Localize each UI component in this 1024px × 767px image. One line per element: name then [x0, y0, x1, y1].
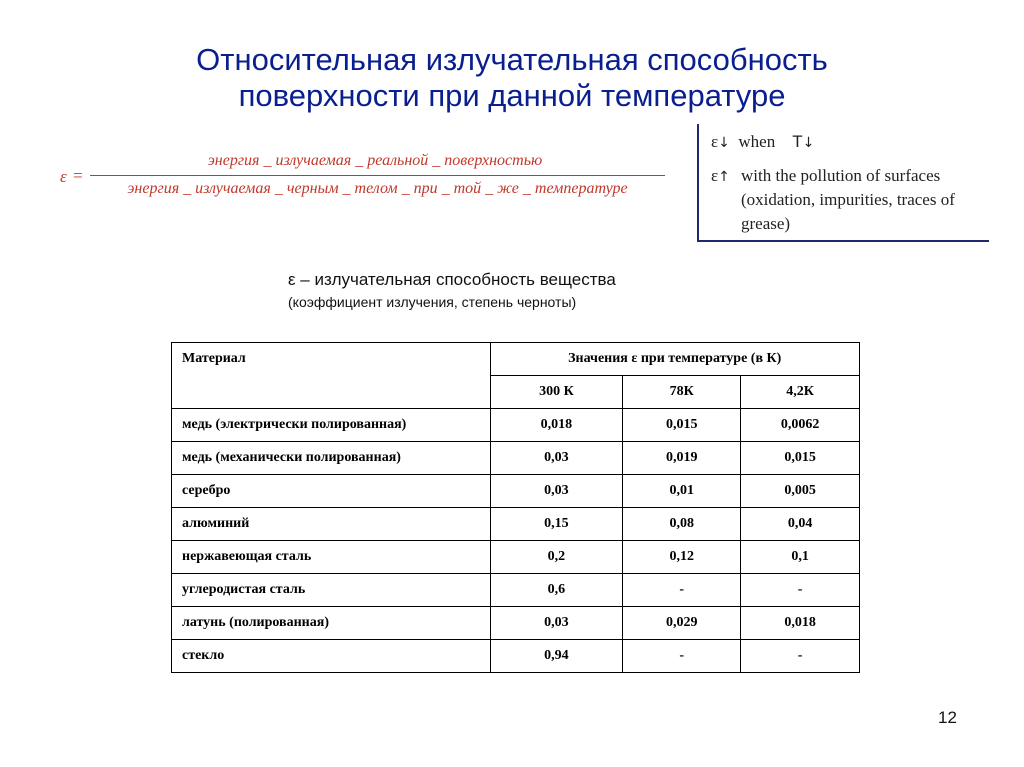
- value-300k: 0,2: [490, 541, 623, 574]
- value-78k: 0,019: [623, 442, 741, 475]
- value-4-2k: -: [741, 640, 860, 673]
- formula-epsilon: ε: [60, 167, 67, 186]
- table-row: [172, 640, 860, 673]
- value-4-2k: 0,015: [741, 442, 860, 475]
- temp-header-300: 300 К: [490, 376, 623, 409]
- temperature-down-arrow-icon: ↓: [802, 135, 815, 151]
- up-arrow-icon: ↑: [718, 169, 730, 185]
- value-78k: -: [623, 574, 741, 607]
- formula-numerator: энергия _ излучаемая _ реальной _ поверхностью: [207, 152, 543, 169]
- table-row: [172, 574, 860, 607]
- table-row: [172, 442, 860, 475]
- value-4-2k: 0,04: [741, 508, 860, 541]
- down-arrow-icon: ↓: [718, 135, 730, 151]
- note-temperature-symbol: T: [792, 132, 803, 151]
- value-78k: 0,12: [623, 541, 741, 574]
- formula-fraction-bar: [90, 175, 665, 176]
- table-row: [172, 409, 860, 442]
- note-epsilon-2-wrap: [711, 164, 730, 189]
- material-name: алюминий: [172, 508, 491, 541]
- value-4-2k: -: [741, 574, 860, 607]
- material-name: медь (электрически полированная): [172, 409, 491, 442]
- material-name: нержавеющая сталь: [172, 541, 491, 574]
- value-4-2k: 0,005: [741, 475, 860, 508]
- note-epsilon-2: ε: [711, 166, 719, 185]
- values-column-header: Значения ε при температуре (в К): [490, 343, 860, 376]
- value-300k: 0,6: [490, 574, 623, 607]
- note-border-left: [697, 124, 699, 240]
- definition-sub: (коэффициент излучения, степень черноты): [288, 294, 577, 310]
- definition-main: ε – излучательная способность вещества: [288, 270, 616, 289]
- value-78k: 0,08: [623, 508, 741, 541]
- material-name: латунь (полированная): [172, 607, 491, 640]
- temp-header-4-2: 4,2К: [741, 376, 860, 409]
- slide-title-line2: поверхности при данной температуре: [238, 78, 786, 113]
- page-number: 12: [938, 708, 957, 727]
- value-300k: 0,03: [490, 442, 623, 475]
- table-row: [172, 541, 860, 574]
- temp-header-78: 78К: [623, 376, 741, 409]
- formula-denominator: энергия _ излучаемая _ черным _ телом _ при _ той _ же _ температуре: [127, 180, 628, 197]
- emissivity-note-box: [697, 124, 991, 242]
- value-4-2k: 0,0062: [741, 409, 860, 442]
- slide-title: [0, 42, 1024, 114]
- material-name: углеродистая сталь: [172, 574, 491, 607]
- value-300k: 0,03: [490, 607, 623, 640]
- note-pollution-text: with the pollution of surfaces (oxidation, impurities, traces of grease): [741, 166, 955, 233]
- note-when-text: when: [738, 132, 776, 151]
- table-row: [172, 508, 860, 541]
- value-300k: 0,15: [490, 508, 623, 541]
- slide-title-line1: Относительная излучательная способность: [196, 42, 828, 77]
- value-78k: 0,01: [623, 475, 741, 508]
- note-epsilon-1: ε: [711, 132, 719, 151]
- formula-equals: =: [72, 166, 84, 185]
- value-78k: -: [623, 640, 741, 673]
- emissivity-table: [171, 342, 860, 673]
- value-4-2k: 0,018: [741, 607, 860, 640]
- value-300k: 0,03: [490, 475, 623, 508]
- value-300k: 0,018: [490, 409, 623, 442]
- table-header-row: [172, 343, 860, 376]
- value-78k: 0,029: [623, 607, 741, 640]
- value-78k: 0,015: [623, 409, 741, 442]
- epsilon-definition: [288, 268, 688, 312]
- note-line-temperature: [711, 132, 814, 152]
- material-name: медь (механически полированная): [172, 442, 491, 475]
- value-4-2k: 0,1: [741, 541, 860, 574]
- note-border-bottom: [697, 240, 989, 242]
- material-name: серебро: [172, 475, 491, 508]
- material-name: стекло: [172, 640, 491, 673]
- value-300k: 0,94: [490, 640, 623, 673]
- material-column-header: Материал: [172, 343, 491, 409]
- table-row: [172, 607, 860, 640]
- table-row: [172, 475, 860, 508]
- emissivity-formula: [60, 150, 670, 210]
